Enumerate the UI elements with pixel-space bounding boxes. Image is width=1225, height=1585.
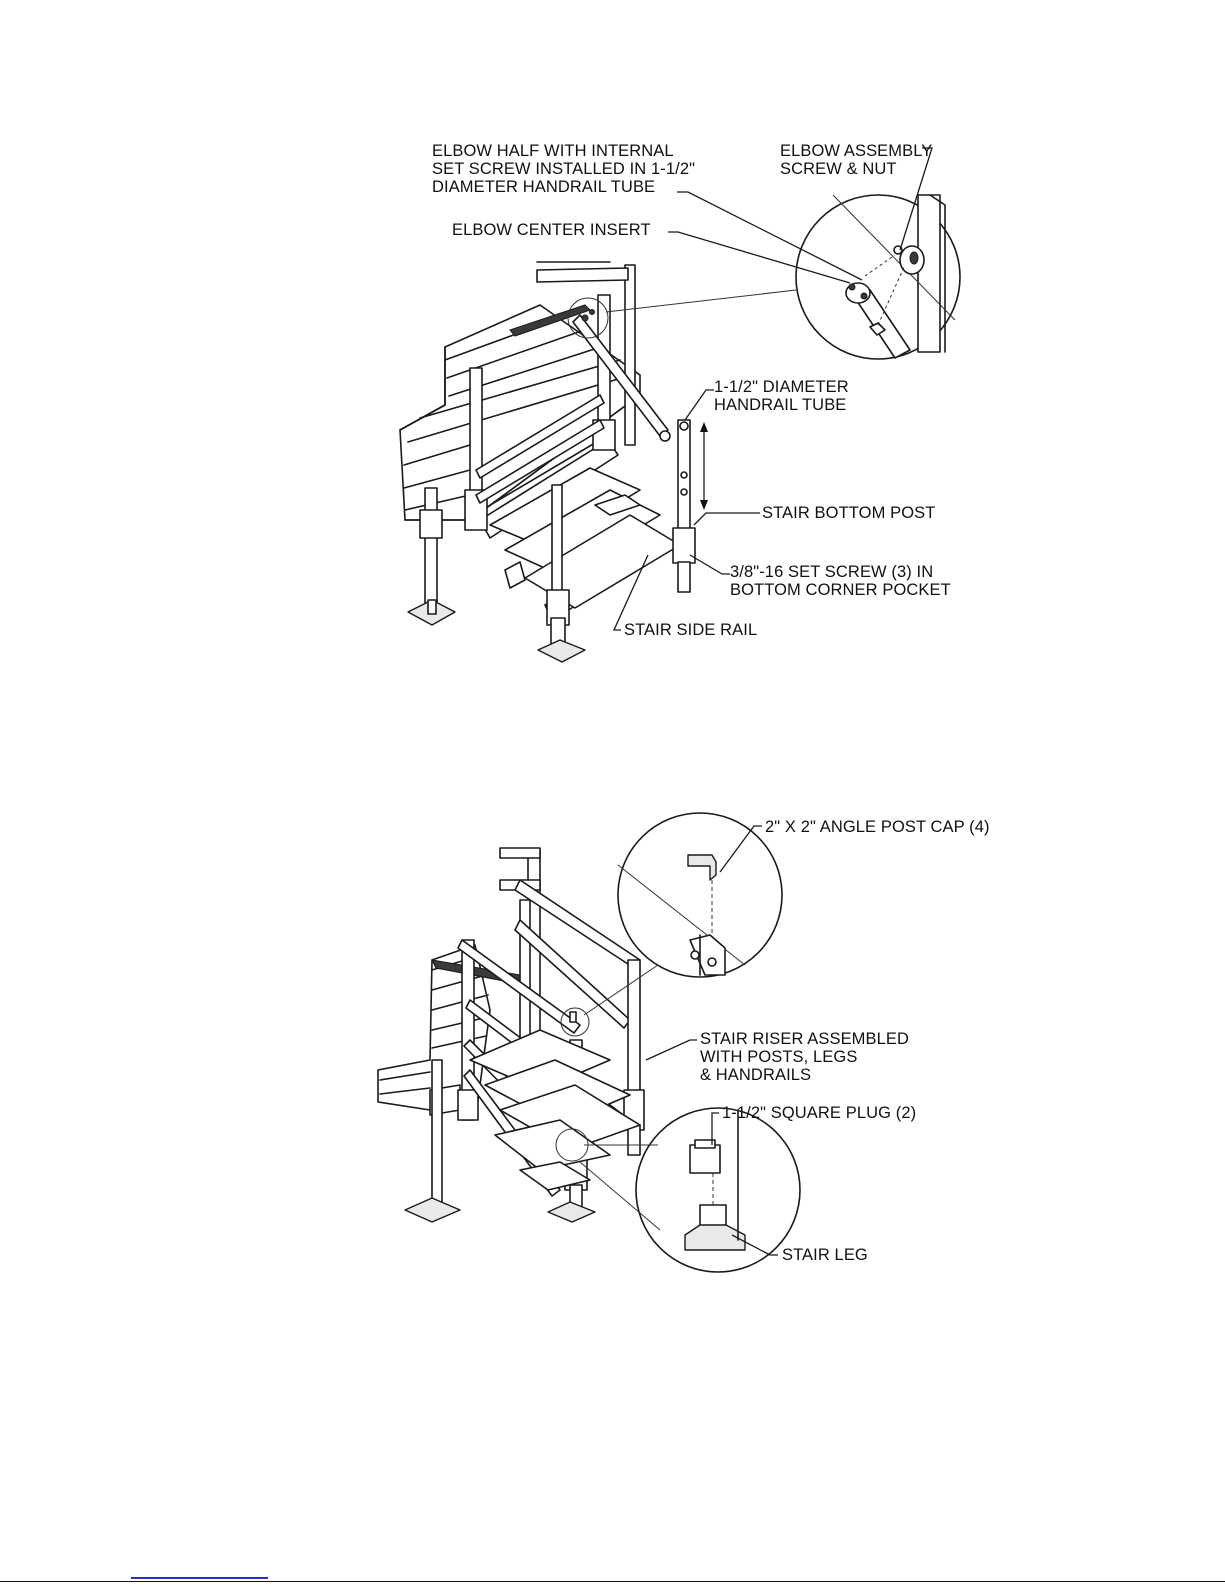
label-elbow-half: ELBOW HALF WITH INTERNAL SET SCREW INSTALLED IN 1-1/2" DIAMETER HANDRAIL TUBE (432, 142, 696, 196)
label-stair-side-rail: STAIR SIDE RAIL (624, 621, 758, 639)
footer-link-underline[interactable] (131, 1577, 268, 1579)
label-handrail-tube: 1-1/2" DIAMETER HANDRAIL TUBE (714, 378, 849, 414)
label-stair-leg: STAIR LEG (782, 1246, 868, 1264)
label-stair-riser: STAIR RISER ASSEMBLED WITH POSTS, LEGS & HANDRAILS (700, 1030, 910, 1084)
label-angle-post-cap: 2" X 2" ANGLE POST CAP (4) (765, 818, 990, 836)
label-elbow-assembly: ELBOW ASSEMBLY SCREW & NUT (780, 142, 933, 178)
footer-rule (0, 1581, 1225, 1582)
label-elbow-center-insert: ELBOW CENTER INSERT (452, 221, 651, 239)
label-stair-bottom-post: STAIR BOTTOM POST (762, 504, 936, 522)
label-set-screw: 3/8"-16 SET SCREW (3) IN BOTTOM CORNER POCKET (730, 563, 951, 599)
label-square-plug: 1-1/2" SQUARE PLUG (2) (722, 1104, 917, 1122)
angle-post-cap-detail (584, 813, 782, 1015)
